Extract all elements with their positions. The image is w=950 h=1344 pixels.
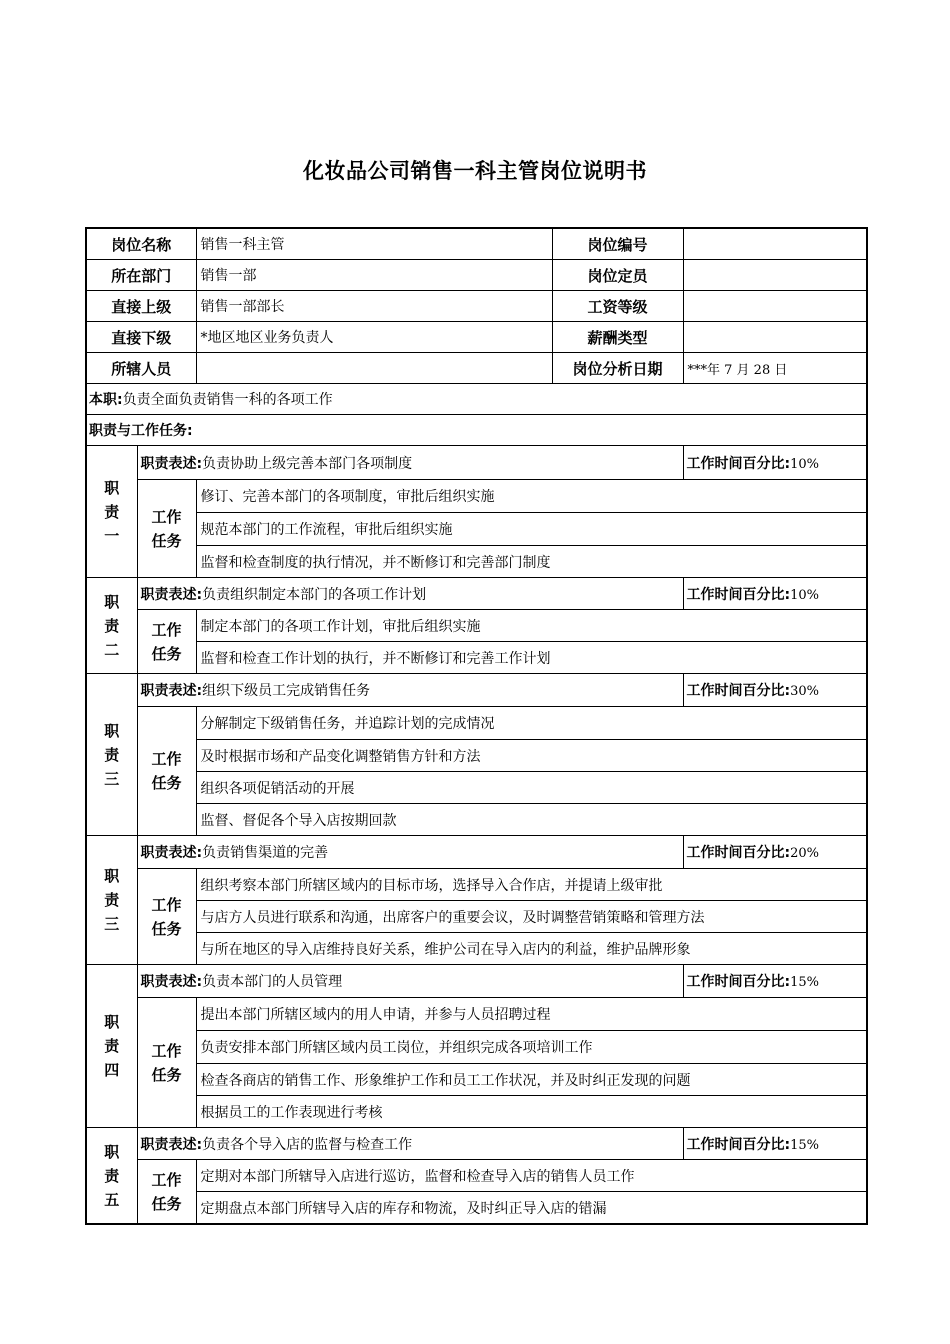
task-row bbox=[86, 901, 867, 933]
time-percent-cell bbox=[683, 965, 867, 998]
info-row bbox=[86, 260, 867, 291]
duty-statement-text: 组织下级员工完成销售任务 bbox=[202, 683, 371, 699]
duty-number-cell bbox=[86, 836, 137, 965]
duty-statement-text: 负责本部门的人员管理 bbox=[202, 974, 343, 990]
analysis-date-label: 岗位分析日期 bbox=[552, 353, 683, 384]
task-text: 组织各项促销活动的开展 bbox=[196, 772, 867, 804]
duty-number-cell bbox=[86, 674, 137, 836]
task-row bbox=[86, 1192, 867, 1225]
headcount-label: 岗位定员 bbox=[552, 260, 683, 291]
task-label-line: 工作 bbox=[151, 1041, 182, 1060]
duty-number-char: 三 bbox=[104, 915, 120, 933]
duty-number-char: 职 bbox=[104, 721, 120, 740]
headcount-value bbox=[683, 260, 867, 291]
duty-statement-text: 负责组织制定本部门的各项工作计划 bbox=[202, 586, 427, 603]
task-label-line: 任务 bbox=[151, 919, 182, 938]
role-label: 本职: bbox=[89, 392, 123, 408]
analysis-date-value: ***年 7 月 28 日 bbox=[683, 353, 867, 384]
duty-statement-row bbox=[86, 578, 867, 610]
time-percent-label: 工作时间百分比: bbox=[686, 845, 791, 861]
job-description-table bbox=[85, 227, 868, 1225]
task-text: 监督和检查制度的执行情况，并不断修订和完善部门制度 bbox=[196, 546, 867, 578]
duty-number-cell bbox=[86, 578, 137, 674]
duty-statement-cell bbox=[137, 674, 683, 707]
task-row bbox=[86, 513, 867, 546]
superior-value: 销售一部部长 bbox=[196, 291, 552, 322]
department-value: 销售一部 bbox=[196, 260, 552, 291]
task-row bbox=[86, 1031, 867, 1064]
task-text: 与所在地区的导入店维持良好关系，维护公司在导入店内的利益，维护品牌形象 bbox=[196, 933, 867, 965]
salary-type-value bbox=[683, 322, 867, 353]
task-label-line: 工作 bbox=[151, 895, 182, 914]
task-text: 修订、完善本部门的各项制度，审批后组织实施 bbox=[196, 480, 867, 513]
task-label-line: 任务 bbox=[151, 774, 182, 792]
duty-number-char: 二 bbox=[104, 640, 120, 659]
duty-number-char: 一 bbox=[104, 526, 120, 545]
task-row bbox=[86, 740, 867, 772]
task-label-cell bbox=[137, 998, 196, 1128]
statement-label: 职责表述: bbox=[140, 586, 203, 603]
task-label-line: 工作 bbox=[151, 750, 182, 768]
task-label-cell bbox=[137, 610, 196, 674]
duty-statement-text: 负责协助上级完善本部门各项制度 bbox=[202, 455, 413, 472]
task-label-line: 工作 bbox=[151, 507, 182, 526]
task-row bbox=[86, 998, 867, 1031]
task-row bbox=[86, 480, 867, 513]
duty-statement-cell bbox=[137, 578, 683, 610]
duty-number-char: 责 bbox=[104, 1037, 120, 1055]
time-percent-cell bbox=[683, 446, 867, 480]
time-percent-value: 20% bbox=[790, 846, 820, 861]
duty-number-char: 职 bbox=[104, 592, 120, 611]
info-row bbox=[86, 322, 867, 353]
time-percent-value: 15% bbox=[790, 975, 820, 990]
task-row bbox=[86, 1096, 867, 1128]
task-row bbox=[86, 804, 867, 836]
task-text: 负责安排本部门所辖区域内员工岗位，并组织完成各项培训工作 bbox=[196, 1031, 867, 1064]
statement-label: 职责表述: bbox=[140, 455, 203, 472]
duty-statement-text: 负责销售渠道的完善 bbox=[202, 845, 329, 861]
task-text: 检查各商店的销售工作、形象维护工作和员工工作状况，并及时纠正发现的问题 bbox=[196, 1064, 867, 1096]
duty-statement-row bbox=[86, 1128, 867, 1160]
duty-number-char: 责 bbox=[104, 502, 120, 521]
task-text: 与店方人员进行联系和沟通，出席客户的重要会议，及时调整营销策略和管理方法 bbox=[196, 901, 867, 933]
position-name-value: 销售一科主管 bbox=[196, 228, 552, 260]
time-percent-label: 工作时间百分比: bbox=[686, 974, 791, 990]
role-cell bbox=[86, 384, 867, 415]
time-percent-value: 30% bbox=[790, 684, 820, 699]
duties-header-row bbox=[86, 415, 867, 446]
duty-statement-cell bbox=[137, 836, 683, 869]
position-name-label: 岗位名称 bbox=[86, 228, 196, 260]
staff-label: 所辖人员 bbox=[86, 353, 196, 384]
task-text: 根据员工的工作表现进行考核 bbox=[196, 1096, 867, 1128]
task-label-line: 任务 bbox=[151, 1194, 182, 1213]
task-label-cell bbox=[137, 480, 196, 578]
superior-label: 直接上级 bbox=[86, 291, 196, 322]
time-percent-cell bbox=[683, 1128, 867, 1160]
duty-number-char: 三 bbox=[104, 769, 120, 788]
subordinate-label: 直接下级 bbox=[86, 322, 196, 353]
duty-statement-row bbox=[86, 446, 867, 480]
role-text: 负责全面负责销售一科的各项工作 bbox=[122, 392, 333, 408]
task-row bbox=[86, 610, 867, 642]
duty-number-char: 职 bbox=[104, 1013, 120, 1031]
statement-label: 职责表述: bbox=[140, 845, 203, 861]
time-percent-value: 10% bbox=[790, 587, 820, 603]
task-text: 制定本部门的各项工作计划，审批后组织实施 bbox=[196, 610, 867, 642]
position-code-label: 岗位编号 bbox=[552, 228, 683, 260]
task-text: 监督和检查工作计划的执行，并不断修订和完善工作计划 bbox=[196, 642, 867, 674]
task-row bbox=[86, 707, 867, 740]
task-label-cell bbox=[137, 1160, 196, 1225]
task-text: 定期盘点本部门所辖导入店的库存和物流，及时纠正导入店的错漏 bbox=[196, 1192, 867, 1225]
duty-number-char: 责 bbox=[104, 745, 120, 764]
task-label-line: 工作 bbox=[151, 620, 182, 639]
task-row bbox=[86, 933, 867, 965]
duty-number-char: 责 bbox=[104, 616, 120, 635]
time-percent-cell bbox=[683, 674, 867, 707]
task-label-line: 任务 bbox=[151, 1065, 182, 1084]
duty-statement-row bbox=[86, 674, 867, 707]
time-percent-value: 10% bbox=[790, 456, 820, 472]
statement-label: 职责表述: bbox=[140, 974, 203, 990]
task-text: 定期对本部门所辖导入店进行巡访，监督和检查导入店的销售人员工作 bbox=[196, 1160, 867, 1192]
time-percent-label: 工作时间百分比: bbox=[686, 1136, 791, 1153]
duty-number-char: 责 bbox=[104, 1166, 120, 1185]
info-row bbox=[86, 228, 867, 260]
task-label-cell bbox=[137, 869, 196, 965]
department-label: 所在部门 bbox=[86, 260, 196, 291]
task-label-line: 工作 bbox=[151, 1170, 182, 1189]
duty-number-char: 职 bbox=[104, 1142, 120, 1161]
salary-grade-label: 工资等级 bbox=[552, 291, 683, 322]
task-row bbox=[86, 1064, 867, 1096]
statement-label: 职责表述: bbox=[140, 683, 203, 699]
task-row bbox=[86, 546, 867, 578]
duty-statement-row bbox=[86, 836, 867, 869]
document-title: 化妆品公司销售一科主管岗位说明书 bbox=[303, 159, 647, 183]
duty-number-char: 职 bbox=[104, 478, 120, 497]
duties-body bbox=[86, 446, 867, 1225]
duty-statement-cell bbox=[137, 446, 683, 480]
salary-type-label: 薪酬类型 bbox=[552, 322, 683, 353]
time-percent-label: 工作时间百分比: bbox=[686, 455, 791, 472]
duty-number-cell bbox=[86, 965, 137, 1128]
duties-header: 职责与工作任务: bbox=[86, 415, 867, 446]
duty-number-char: 职 bbox=[104, 867, 120, 885]
time-percent-label: 工作时间百分比: bbox=[686, 586, 791, 603]
task-row bbox=[86, 772, 867, 804]
time-percent-cell bbox=[683, 836, 867, 869]
info-row bbox=[86, 291, 867, 322]
task-text: 监督、督促各个导入店按期回款 bbox=[196, 804, 867, 836]
task-text: 及时根据市场和产品变化调整销售方针和方法 bbox=[196, 740, 867, 772]
time-percent-cell bbox=[683, 578, 867, 610]
time-percent-label: 工作时间百分比: bbox=[686, 683, 791, 699]
task-label-line: 任务 bbox=[151, 531, 182, 550]
role-row bbox=[86, 384, 867, 415]
staff-value bbox=[196, 353, 552, 384]
statement-label: 职责表述: bbox=[140, 1136, 203, 1153]
duty-number-char: 责 bbox=[104, 891, 120, 909]
time-percent-value: 15% bbox=[790, 1137, 820, 1153]
duty-statement-cell bbox=[137, 965, 683, 998]
duty-statement-row bbox=[86, 965, 867, 998]
task-row bbox=[86, 642, 867, 674]
duty-number-char: 五 bbox=[104, 1190, 120, 1209]
task-row bbox=[86, 1160, 867, 1192]
subordinate-value: *地区地区业务负责人 bbox=[196, 322, 552, 353]
salary-grade-value bbox=[683, 291, 867, 322]
duty-number-char: 四 bbox=[104, 1061, 120, 1079]
position-code-value bbox=[683, 228, 867, 260]
task-label-cell bbox=[137, 707, 196, 836]
info-row bbox=[86, 353, 867, 384]
task-label-line: 任务 bbox=[151, 644, 182, 663]
duty-number-cell bbox=[86, 446, 137, 578]
duty-statement-text: 负责各个导入店的监督与检查工作 bbox=[202, 1136, 413, 1153]
duty-statement-cell bbox=[137, 1128, 683, 1160]
duty-number-cell bbox=[86, 1128, 137, 1225]
task-text: 规范本部门的工作流程，审批后组织实施 bbox=[196, 513, 867, 546]
task-text: 分解制定下级销售任务，并追踪计划的完成情况 bbox=[196, 707, 867, 740]
task-text: 组织考察本部门所辖区域内的目标市场，选择导入合作店，并提请上级审批 bbox=[196, 869, 867, 901]
task-row bbox=[86, 869, 867, 901]
task-text: 提出本部门所辖区域内的用人申请，并参与人员招聘过程 bbox=[196, 998, 867, 1031]
